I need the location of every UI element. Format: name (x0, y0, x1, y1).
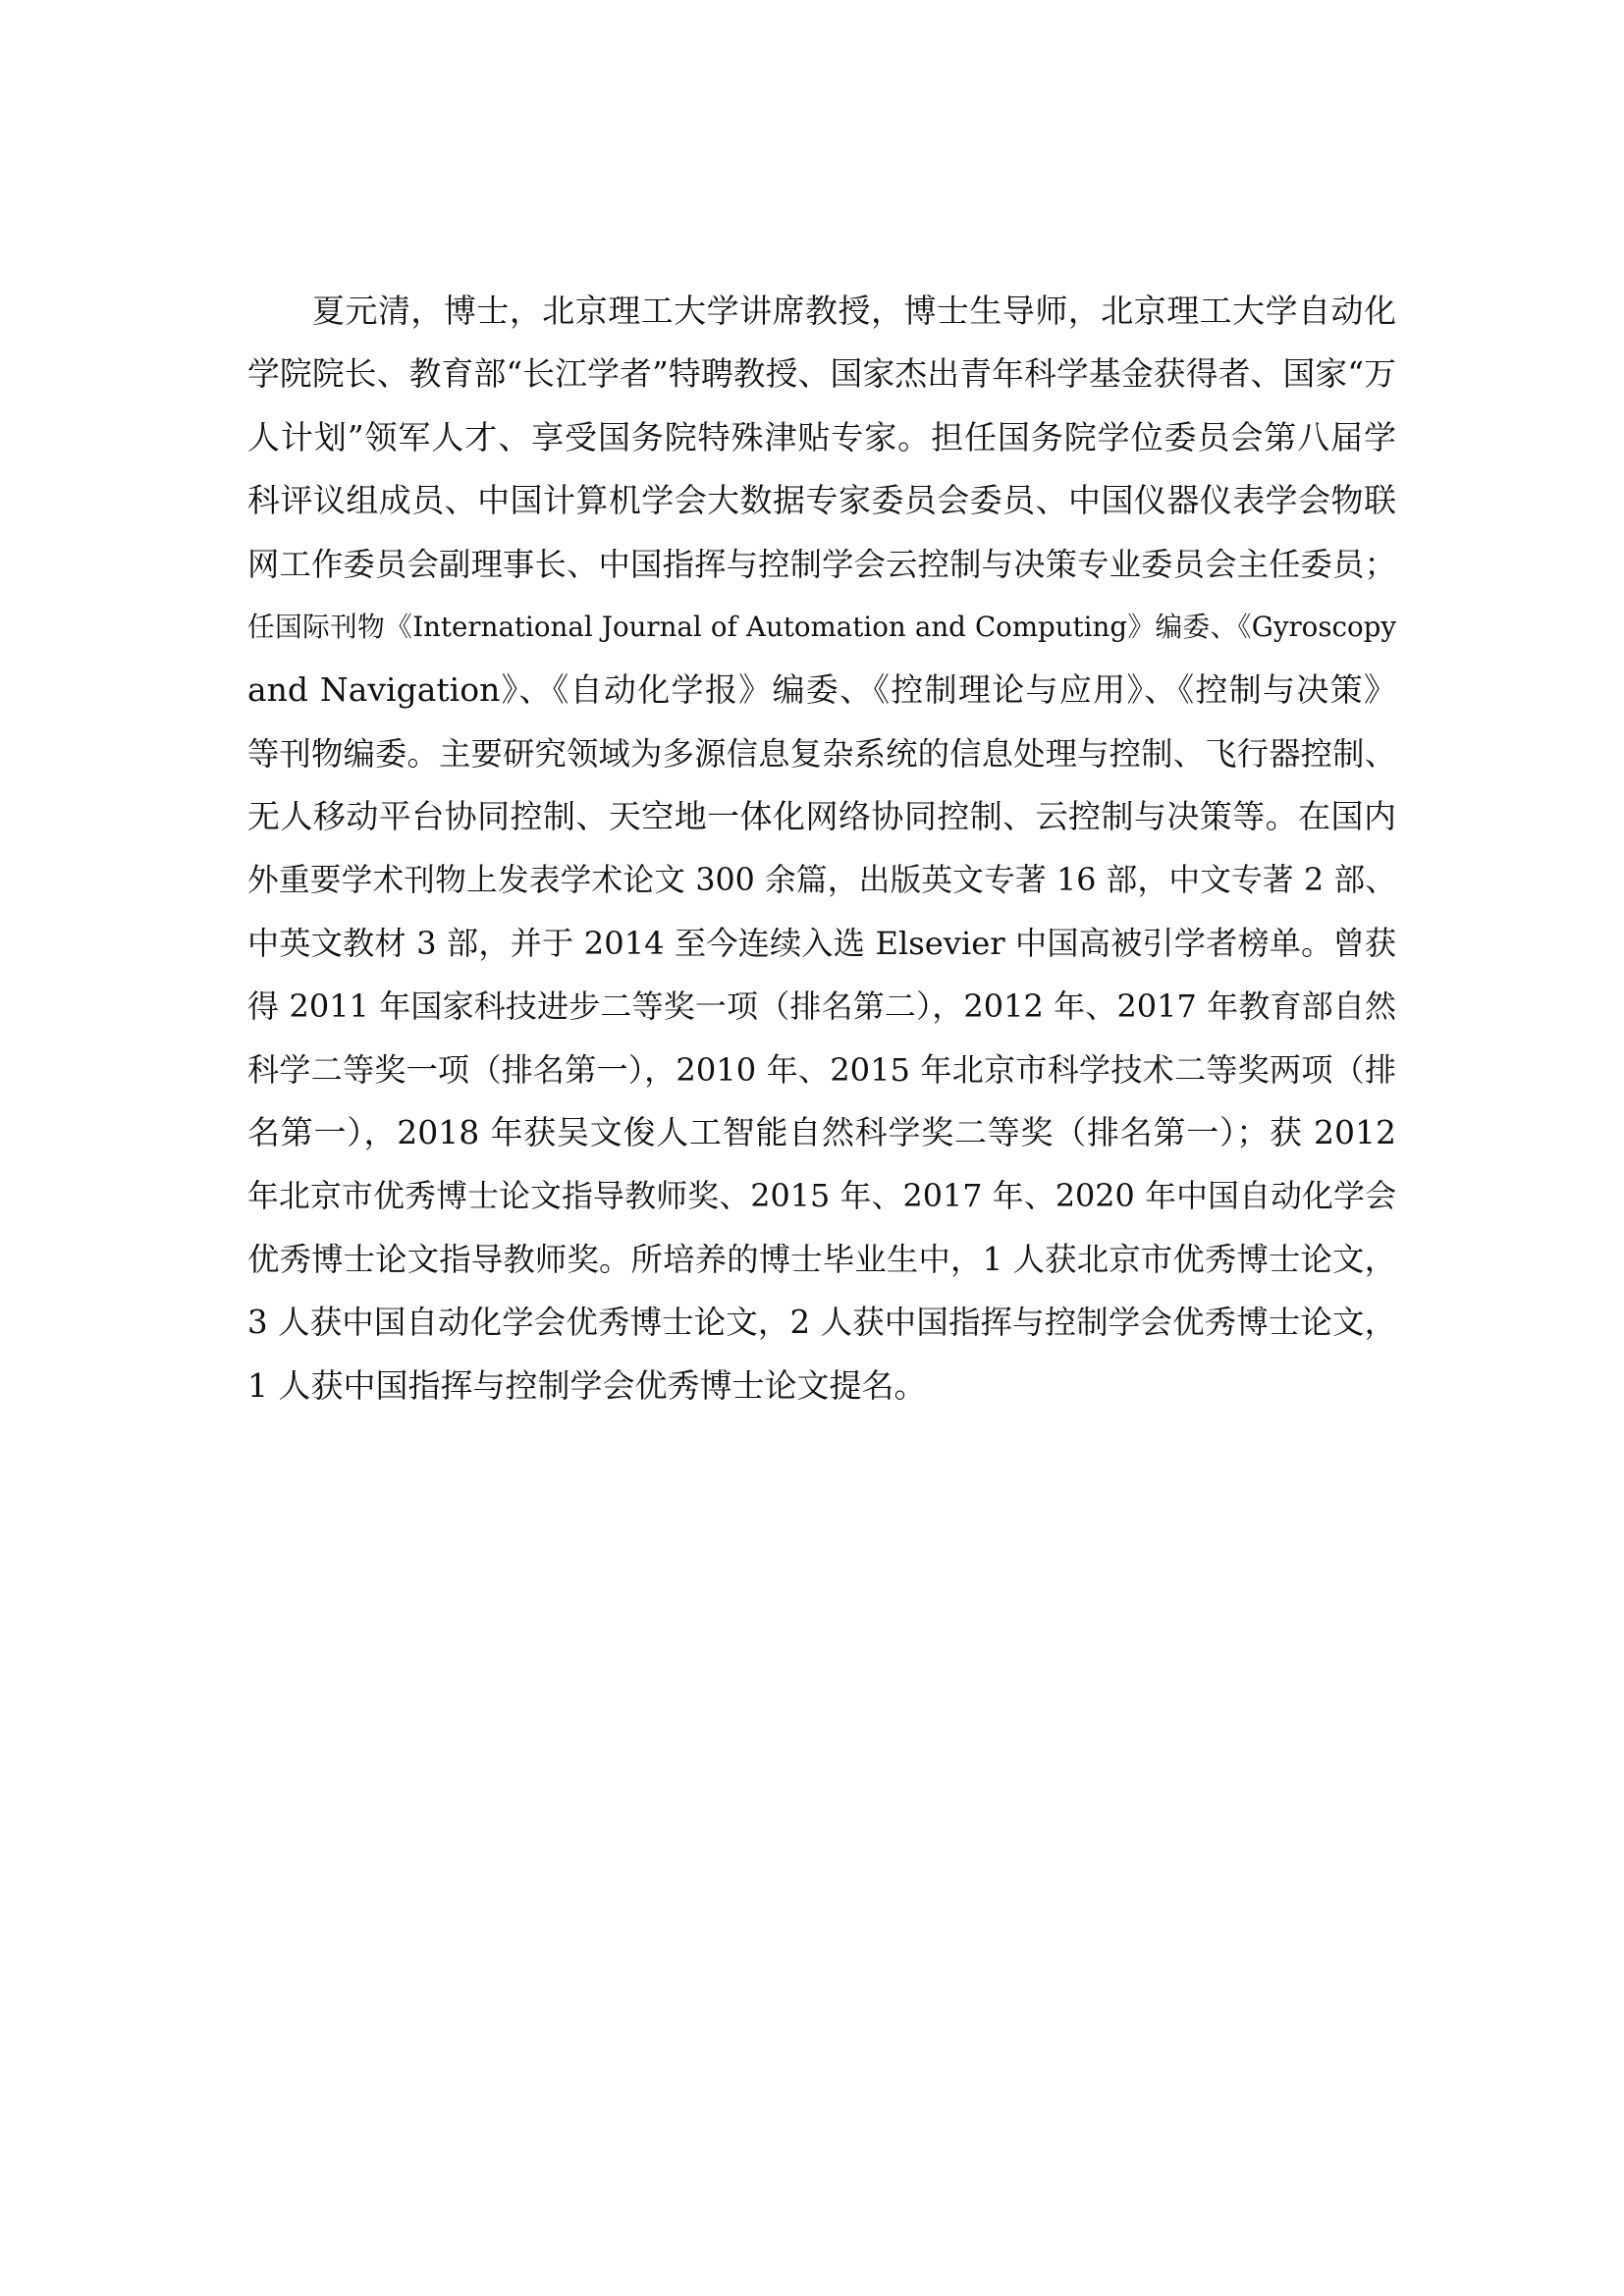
biography-line-6: 任国际刊物《International Journal of Automation and Computing》编委、《Gyroscopy (247, 610, 1396, 643)
biography-line-7: and Navigation》、《自动化学报》编委、《控制理论与应用》、《控制与决策》 (247, 670, 1396, 710)
biography-line-1: 夏元清，博士，北京理工大学讲席教授，博士生导师，北京理工大学自动化 (312, 292, 1396, 330)
biography-line-9: 无人移动平台协同控制、天空地一体化网络协同控制、云控制与决策等。在国内 (247, 797, 1396, 836)
biography-line-8: 等刊物编委。主要研究领域为多源信息复杂系统的信息处理与控制、飞行器控制、 (247, 734, 1396, 773)
biography-line-12: 得 2011 年国家科技进步二等奖一项（排名第二），2012 年、2017 年教育部自然 (247, 988, 1396, 1026)
biography-line-11: 中英文教材 3 部，并于 2014 至今连续入选 Elsevier 中国高被引学者榜单。曾获 (247, 924, 1396, 962)
biography-line-15: 年北京市优秀博士论文指导教师奖、2015 年、2017 年、2020 年中国自动化学会 (247, 1177, 1396, 1215)
biography-line-10: 外重要学术刊物上发表学术论文 300 余篇，出版英文专著 16 部，中文专著 2 部、 (247, 862, 1396, 898)
biography-line-18: 1 人获中国指挥与控制学会优秀博士论文提名。 (247, 1365, 927, 1405)
biography-line-17: 3 人获中国自动化学会优秀博士论文，2 人获中国指挥与控制学会优秀博士论文， (247, 1304, 1396, 1342)
biography-line-16: 优秀博士论文指导教师奖。所培养的博士毕业生中，1 人获北京市优秀博士论文， (247, 1240, 1396, 1278)
biography-line-4: 科评议组成员、中国计算机学会大数据专家委员会委员、中国仪器仪表学会物联 (247, 481, 1396, 520)
biography-paragraph (247, 280, 1396, 1417)
biography-line-13: 科学二等奖一项（排名第一），2010 年、2015 年北京市科学技术二等奖两项（排 (247, 1050, 1396, 1089)
biography-line-2: 学院院长、教育部“长江学者”特聘教授、国家杰出青年科学基金获得者、国家“万 (247, 355, 1396, 394)
biography-line-14: 名第一），2018 年获吴文俊人工智能自然科学奖二等奖（排名第一）；获 2012 (247, 1113, 1396, 1152)
biography-line-3: 人计划”领军人才、享受国务院特殊津贴专家。担任国务院学位委员会第八届学 (247, 417, 1396, 456)
biography-line-5: 网工作委员会副理事长、中国指挥与控制学会云控制与决策专业委员会主任委员； (247, 545, 1396, 583)
